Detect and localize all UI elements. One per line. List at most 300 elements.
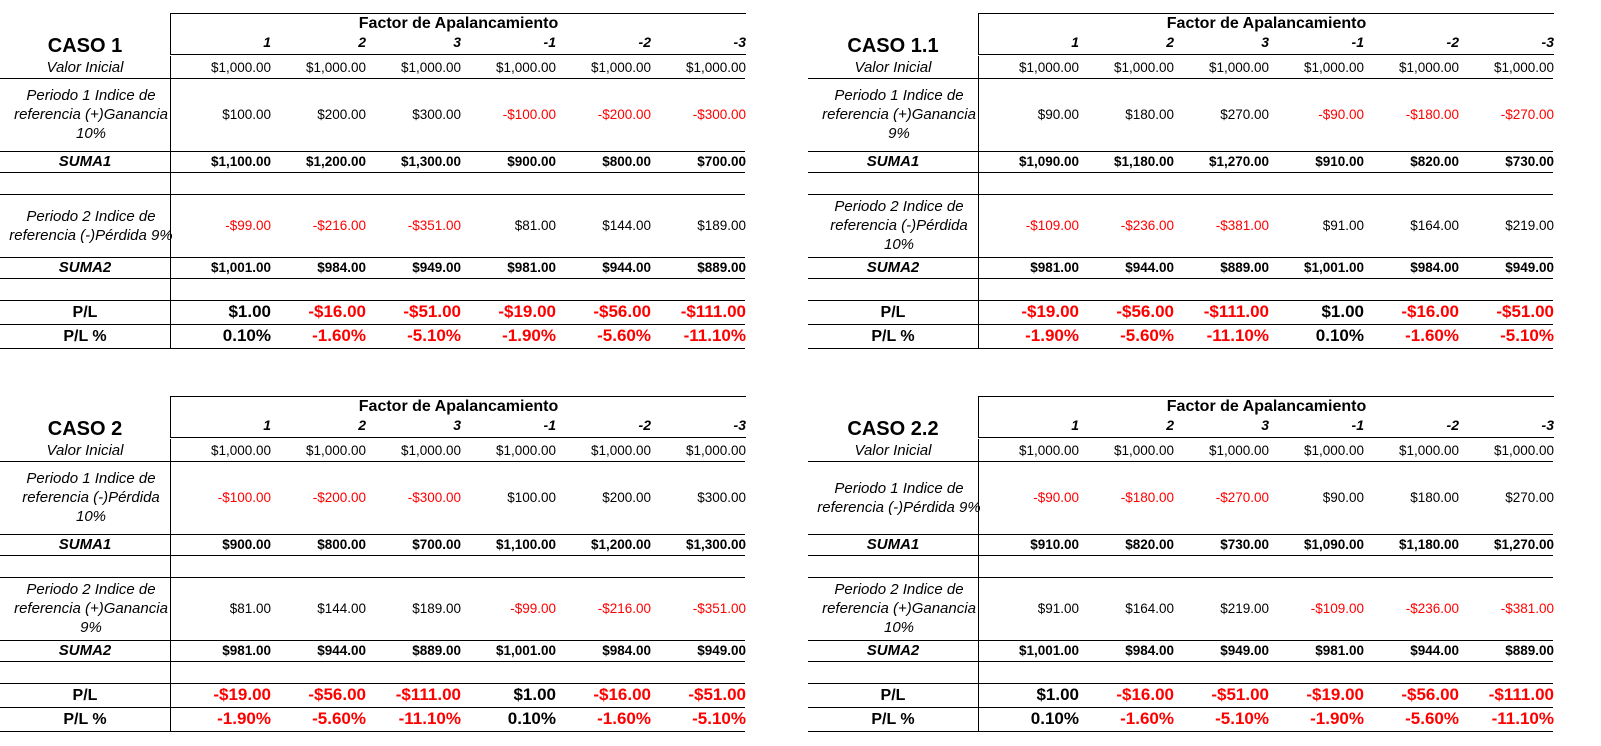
- row-values: [978, 324, 1553, 348]
- column-header: -2: [1446, 417, 1459, 433]
- column-header: -3: [1541, 34, 1554, 50]
- column-header: 1: [263, 34, 271, 50]
- cell-value: $1,000.00: [400, 442, 461, 458]
- cell-value: $1.00: [513, 685, 556, 704]
- factor-label: Factor de Apalancamiento: [358, 15, 559, 32]
- cell-value: -$111.00: [1488, 685, 1554, 704]
- cell-value: -$109.00: [1310, 601, 1364, 616]
- cell-value: $1,000.00: [495, 59, 556, 75]
- suma1-row: [0, 151, 745, 173]
- column-header: -2: [638, 34, 651, 50]
- cell-value: $1,270.00: [1493, 537, 1554, 552]
- cell-value: $1,270.00: [1208, 154, 1269, 169]
- cell-value: $981.00: [1315, 643, 1364, 658]
- cell-value: $189.00: [697, 218, 746, 233]
- row-label: P/L: [72, 303, 98, 321]
- cell-value: -5.10%: [407, 326, 461, 345]
- cell-value: -$111.00: [680, 302, 746, 321]
- cell-value: -$16.00: [308, 302, 366, 321]
- factor-header: [170, 13, 746, 55]
- cell-value: $1,000.00: [305, 442, 366, 458]
- cell-value: -$16.00: [1401, 302, 1459, 321]
- row-values: [170, 534, 745, 555]
- cell-value: $100.00: [222, 107, 271, 122]
- column-header: -3: [1541, 417, 1554, 433]
- cell-value: -$100.00: [502, 107, 556, 122]
- cell-value: $219.00: [1220, 601, 1269, 616]
- cell-value: $1,000.00: [210, 59, 271, 75]
- row-values: [978, 461, 1553, 534]
- cell-value: -$111.00: [395, 685, 461, 704]
- row-label: [808, 555, 978, 577]
- row-label: Periodo 2 Indice de referencia (-)Pérdida 10%: [830, 198, 968, 253]
- cell-value: -$216.00: [312, 218, 366, 233]
- cell-value: $1.00: [228, 302, 271, 321]
- cell-value: $1,001.00: [495, 643, 556, 658]
- cell-value: -$51.00: [688, 685, 746, 704]
- cell-value: $1,000.00: [1018, 59, 1079, 75]
- row-label: P/L %: [63, 327, 107, 345]
- cell-value: -$200.00: [312, 490, 366, 505]
- cell-value: $1,001.00: [1018, 643, 1079, 658]
- periodo-1-row: [808, 461, 1553, 535]
- cell-value: $144.00: [317, 601, 366, 616]
- row-label: P/L: [72, 686, 98, 704]
- cell-value: -$180.00: [1120, 490, 1174, 505]
- cell-value: -$19.00: [1021, 302, 1079, 321]
- row-values: [170, 707, 745, 731]
- cell-value: $81.00: [229, 601, 271, 616]
- cell-value: -1.60%: [1120, 709, 1174, 728]
- column-header: 1: [1071, 34, 1079, 50]
- row-label: [0, 172, 170, 194]
- cell-value: $900.00: [507, 154, 556, 169]
- column-header: 3: [1261, 34, 1269, 50]
- case-table: [808, 13, 1553, 355]
- row-values: [170, 278, 745, 300]
- suma1-row: [808, 151, 1553, 173]
- pl-percent-row: [808, 707, 1553, 732]
- cell-value: -5.10%: [1215, 709, 1269, 728]
- periodo-2-row: [808, 577, 1553, 641]
- row-values: [170, 172, 745, 194]
- cell-value: $1,000.00: [495, 442, 556, 458]
- suma2-row: [0, 257, 745, 279]
- cell-value: $1,000.00: [685, 442, 746, 458]
- cell-value: -11.10%: [398, 709, 461, 728]
- cell-value: $949.00: [697, 643, 746, 658]
- row-label: P/L: [880, 303, 906, 321]
- cell-value: $180.00: [1410, 490, 1459, 505]
- cell-value: -$111.00: [1203, 302, 1269, 321]
- pl-percent-row: [0, 707, 745, 732]
- valor-inicial-row: [808, 56, 1553, 79]
- row-label: [808, 278, 978, 300]
- case-title: CASO 1: [47, 35, 123, 57]
- blank-row: [0, 278, 745, 301]
- factor-header: [978, 396, 1554, 438]
- cell-value: $1,300.00: [685, 537, 746, 552]
- column-header: -3: [733, 417, 746, 433]
- row-label: SUMA1: [866, 536, 920, 553]
- cell-value: $1,000.00: [400, 59, 461, 75]
- row-label: Periodo 2 Indice de referencia (+)Ganancia 9%: [14, 581, 168, 636]
- blank-row: [808, 278, 1553, 301]
- cell-value: $889.00: [1220, 260, 1269, 275]
- row-label: SUMA2: [866, 259, 920, 276]
- column-header: 2: [1166, 417, 1174, 433]
- row-values: [978, 172, 1553, 194]
- cell-value: 0.10%: [1315, 326, 1364, 345]
- pl-row: [0, 683, 745, 708]
- cell-value: $981.00: [507, 260, 556, 275]
- row-label: Periodo 2 Indice de referencia (+)Ganancia 10%: [822, 581, 976, 636]
- cell-value: $1,000.00: [1113, 59, 1174, 75]
- row-label: Periodo 2 Indice de referencia (-)Pérdida 9%: [9, 207, 173, 244]
- row-values: [170, 555, 745, 577]
- row-label: P/L %: [871, 710, 915, 728]
- row-values: [170, 683, 745, 707]
- cell-value: $1,001.00: [210, 260, 271, 275]
- cell-value: $1,000.00: [590, 442, 651, 458]
- cell-value: -$216.00: [597, 601, 651, 616]
- suma1-row: [808, 534, 1553, 556]
- cell-value: -$51.00: [1211, 685, 1269, 704]
- cell-value: $1,000.00: [1113, 442, 1174, 458]
- cell-value: -5.10%: [1500, 326, 1554, 345]
- cell-value: $1,000.00: [1493, 59, 1554, 75]
- cell-value: $270.00: [1505, 490, 1554, 505]
- cell-value: $1,200.00: [305, 154, 366, 169]
- row-values: [170, 300, 745, 324]
- cell-value: $1,000.00: [1208, 442, 1269, 458]
- column-header: -2: [638, 417, 651, 433]
- cell-value: $984.00: [1410, 260, 1459, 275]
- suma2-row: [808, 257, 1553, 279]
- cell-value: $180.00: [1125, 107, 1174, 122]
- pl-percent-row: [0, 324, 745, 349]
- row-label: Valor Inicial: [854, 441, 932, 459]
- periodo-2-row: [0, 577, 745, 641]
- cell-value: $1,180.00: [1398, 537, 1459, 552]
- row-values: [978, 640, 1553, 661]
- cell-value: -$351.00: [407, 218, 461, 233]
- cell-value: $189.00: [412, 601, 461, 616]
- row-values: [978, 577, 1553, 640]
- cell-value: -5.60%: [1120, 326, 1174, 345]
- cell-value: $1,000.00: [1303, 442, 1364, 458]
- cell-value: $1,090.00: [1018, 154, 1079, 169]
- blank-row: [0, 555, 745, 578]
- cell-value: -1.90%: [1025, 326, 1079, 345]
- case-title: CASO 2.2: [847, 418, 939, 440]
- cell-value: $800.00: [602, 154, 651, 169]
- cell-value: $1,000.00: [1398, 59, 1459, 75]
- cell-value: -$19.00: [498, 302, 556, 321]
- blank-row: [0, 172, 745, 195]
- cell-value: -11.10%: [1206, 326, 1269, 345]
- row-values: [170, 324, 745, 348]
- cell-value: $984.00: [602, 643, 651, 658]
- cell-value: -$19.00: [1306, 685, 1364, 704]
- row-label: P/L: [880, 686, 906, 704]
- cell-value: $91.00: [1322, 218, 1364, 233]
- cell-value: $900.00: [222, 537, 271, 552]
- cell-value: -$51.00: [1496, 302, 1554, 321]
- cell-value: $984.00: [1125, 643, 1174, 658]
- cell-value: -$270.00: [1500, 107, 1554, 122]
- cell-value: $300.00: [697, 490, 746, 505]
- cell-value: $1,001.00: [1303, 260, 1364, 275]
- row-label: Periodo 1 Indice de referencia (+)Ganancia 10%: [14, 87, 168, 142]
- cell-value: $1,000.00: [685, 59, 746, 75]
- row-values: [978, 534, 1553, 555]
- row-values: [978, 683, 1553, 707]
- row-values: [170, 577, 745, 640]
- row-values: [170, 640, 745, 661]
- cell-value: $981.00: [222, 643, 271, 658]
- cell-value: $1,100.00: [210, 154, 271, 169]
- cell-value: $100.00: [507, 490, 556, 505]
- cell-value: -5.60%: [1405, 709, 1459, 728]
- cell-value: $200.00: [317, 107, 366, 122]
- column-header: 3: [1261, 417, 1269, 433]
- cell-value: $1,000.00: [305, 59, 366, 75]
- column-header: 1: [263, 417, 271, 433]
- cell-value: $1.00: [1036, 685, 1079, 704]
- cell-value: $1,000.00: [590, 59, 651, 75]
- row-values: [978, 555, 1553, 577]
- blank-row: [0, 661, 745, 684]
- cell-value: -11.10%: [683, 326, 746, 345]
- cell-value: -$99.00: [225, 218, 271, 233]
- cell-value: $200.00: [602, 490, 651, 505]
- row-values: [978, 257, 1553, 278]
- periodo-1-row: [808, 78, 1553, 152]
- suma2-row: [808, 640, 1553, 662]
- cell-value: $1,000.00: [1303, 59, 1364, 75]
- row-label: P/L %: [63, 710, 107, 728]
- blank-row: [808, 555, 1553, 578]
- cell-value: $944.00: [1125, 260, 1174, 275]
- cell-value: $944.00: [602, 260, 651, 275]
- cell-value: -5.10%: [692, 709, 746, 728]
- cell-value: $981.00: [1030, 260, 1079, 275]
- cell-value: $820.00: [1125, 537, 1174, 552]
- cell-value: $1,000.00: [1493, 442, 1554, 458]
- cell-value: -$56.00: [593, 302, 651, 321]
- cell-value: $820.00: [1410, 154, 1459, 169]
- cell-value: -$99.00: [510, 601, 556, 616]
- cell-value: $91.00: [1037, 601, 1079, 616]
- cell-value: $949.00: [1220, 643, 1269, 658]
- pl-percent-row: [808, 324, 1553, 349]
- cell-value: -$270.00: [1215, 490, 1269, 505]
- cell-value: $1,000.00: [1208, 59, 1269, 75]
- row-label: [0, 555, 170, 577]
- cell-value: $730.00: [1505, 154, 1554, 169]
- cell-value: -1.60%: [312, 326, 366, 345]
- row-label: [0, 278, 170, 300]
- cell-value: $1,200.00: [590, 537, 651, 552]
- cell-value: $1,000.00: [1398, 442, 1459, 458]
- cell-value: $910.00: [1030, 537, 1079, 552]
- row-values: [170, 257, 745, 278]
- row-values: [170, 194, 745, 257]
- row-label: Valor Inicial: [46, 441, 124, 459]
- row-label: SUMA2: [58, 642, 112, 659]
- cell-value: -$381.00: [1500, 601, 1554, 616]
- row-values: [978, 56, 1553, 78]
- cell-value: -1.90%: [217, 709, 271, 728]
- cell-value: 0.10%: [1030, 709, 1079, 728]
- cell-value: $730.00: [1220, 537, 1269, 552]
- cell-value: $800.00: [317, 537, 366, 552]
- row-values: [978, 278, 1553, 300]
- row-values: [978, 661, 1553, 683]
- cell-value: -$16.00: [1116, 685, 1174, 704]
- blank-row: [808, 172, 1553, 195]
- valor-inicial-row: [0, 56, 745, 79]
- cell-value: -1.60%: [597, 709, 651, 728]
- row-values: [170, 439, 745, 461]
- cell-value: -1.60%: [1405, 326, 1459, 345]
- column-header: 3: [453, 417, 461, 433]
- cell-value: -$236.00: [1120, 218, 1174, 233]
- pl-row: [808, 683, 1553, 708]
- cell-value: $910.00: [1315, 154, 1364, 169]
- row-label: [0, 661, 170, 683]
- row-values: [978, 300, 1553, 324]
- column-header: 2: [358, 417, 366, 433]
- cell-value: $949.00: [412, 260, 461, 275]
- cell-value: -$19.00: [213, 685, 271, 704]
- cell-value: 0.10%: [507, 709, 556, 728]
- cell-value: $219.00: [1505, 218, 1554, 233]
- factor-label: Factor de Apalancamiento: [1166, 15, 1367, 32]
- row-label: SUMA2: [866, 642, 920, 659]
- cell-value: $1,090.00: [1303, 537, 1364, 552]
- cell-value: $164.00: [1125, 601, 1174, 616]
- column-header: -1: [543, 417, 556, 433]
- row-label: Valor Inicial: [46, 58, 124, 76]
- cell-value: $90.00: [1322, 490, 1364, 505]
- row-values: [978, 194, 1553, 257]
- row-values: [978, 78, 1553, 151]
- cell-value: $144.00: [602, 218, 651, 233]
- cell-value: $270.00: [1220, 107, 1269, 122]
- cell-value: $889.00: [412, 643, 461, 658]
- row-values: [170, 151, 745, 172]
- periodo-2-row: [808, 194, 1553, 258]
- case-table: [0, 396, 745, 738]
- case-title: CASO 2: [47, 418, 123, 440]
- cell-value: -$200.00: [597, 107, 651, 122]
- row-label: SUMA2: [58, 259, 112, 276]
- column-header: -1: [543, 34, 556, 50]
- valor-inicial-row: [0, 439, 745, 462]
- cell-value: -1.90%: [1310, 709, 1364, 728]
- cell-value: -5.60%: [597, 326, 651, 345]
- periodo-1-row: [0, 78, 745, 152]
- cell-value: -$109.00: [1025, 218, 1079, 233]
- suma2-row: [0, 640, 745, 662]
- cell-value: $1,000.00: [210, 442, 271, 458]
- cell-value: $1,000.00: [1018, 442, 1079, 458]
- cell-value: $1.00: [1321, 302, 1364, 321]
- column-header: -1: [1351, 34, 1364, 50]
- cell-value: -$351.00: [692, 601, 746, 616]
- cell-value: -$180.00: [1405, 107, 1459, 122]
- row-values: [170, 78, 745, 151]
- cell-value: $1,100.00: [495, 537, 556, 552]
- cell-value: -$56.00: [1116, 302, 1174, 321]
- factor-header: [978, 13, 1554, 55]
- suma1-row: [0, 534, 745, 556]
- cell-value: $1,300.00: [400, 154, 461, 169]
- column-header: 2: [358, 34, 366, 50]
- row-label: Valor Inicial: [854, 58, 932, 76]
- cell-value: $164.00: [1410, 218, 1459, 233]
- cell-value: -$56.00: [308, 685, 366, 704]
- cell-value: $944.00: [1410, 643, 1459, 658]
- column-header: 1: [1071, 417, 1079, 433]
- cell-value: $81.00: [514, 218, 556, 233]
- cell-value: $949.00: [1505, 260, 1554, 275]
- row-values: [978, 439, 1553, 461]
- row-label: Periodo 1 Indice de referencia (-)Pérdida 9%: [817, 479, 981, 516]
- pl-row: [0, 300, 745, 325]
- pl-row: [808, 300, 1553, 325]
- periodo-2-row: [0, 194, 745, 258]
- case-table: [0, 13, 745, 355]
- cell-value: -$56.00: [1401, 685, 1459, 704]
- cell-value: $889.00: [697, 260, 746, 275]
- cell-value: -$300.00: [692, 107, 746, 122]
- cell-value: $1,180.00: [1113, 154, 1174, 169]
- row-values: [978, 707, 1553, 731]
- column-header: -3: [733, 34, 746, 50]
- blank-row: [808, 661, 1553, 684]
- row-label: SUMA1: [58, 153, 112, 170]
- periodo-1-row: [0, 461, 745, 535]
- row-values: [170, 461, 745, 534]
- cell-value: $300.00: [412, 107, 461, 122]
- cell-value: -$90.00: [1033, 490, 1079, 505]
- row-label: Periodo 1 Indice de referencia (-)Pérdida 10%: [22, 470, 160, 525]
- cell-value: $944.00: [317, 643, 366, 658]
- row-label: P/L %: [871, 327, 915, 345]
- column-header: 3: [453, 34, 461, 50]
- row-label: SUMA1: [866, 153, 920, 170]
- factor-header: [170, 396, 746, 438]
- cell-value: -$16.00: [593, 685, 651, 704]
- cell-value: -$300.00: [407, 490, 461, 505]
- row-label: Periodo 1 Indice de referencia (+)Ganancia 9%: [822, 87, 976, 142]
- row-values: [170, 661, 745, 683]
- cell-value: -$51.00: [403, 302, 461, 321]
- cell-value: -1.90%: [502, 326, 556, 345]
- row-label: [808, 661, 978, 683]
- case-title: CASO 1.1: [847, 35, 939, 57]
- column-header: -1: [1351, 417, 1364, 433]
- column-header: 2: [1166, 34, 1174, 50]
- cell-value: -$90.00: [1318, 107, 1364, 122]
- valor-inicial-row: [808, 439, 1553, 462]
- factor-label: Factor de Apalancamiento: [358, 398, 559, 415]
- cell-value: 0.10%: [222, 326, 271, 345]
- cell-value: -$100.00: [217, 490, 271, 505]
